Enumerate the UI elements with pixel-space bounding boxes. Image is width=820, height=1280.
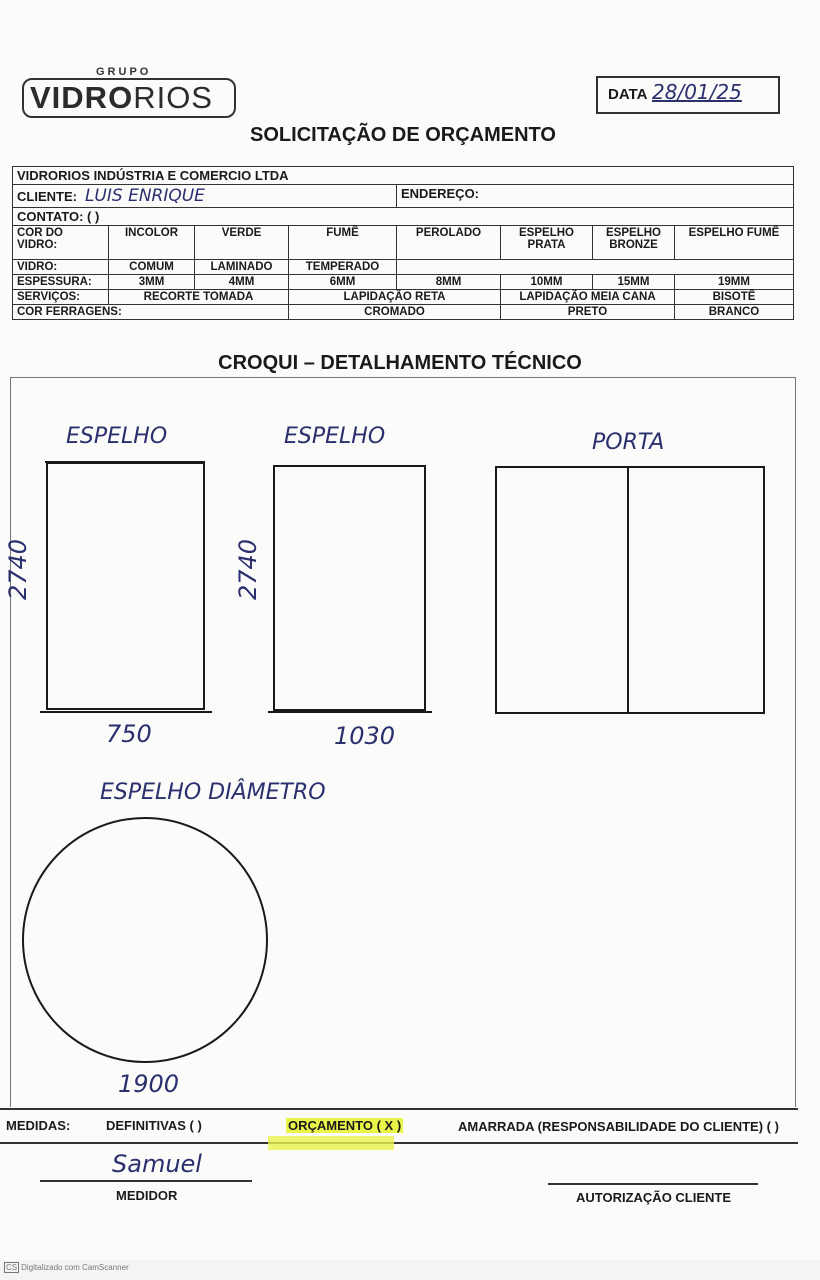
color-option: PEROLADO xyxy=(397,226,501,260)
logo-vidro: VIDRO xyxy=(30,80,134,115)
service-option: RECORTE TOMADA xyxy=(109,290,289,305)
camscanner-icon: CS xyxy=(6,1263,18,1272)
measures-label: MEDIDAS: xyxy=(6,1118,71,1133)
glass-type: COMUM xyxy=(109,260,195,275)
door-outline xyxy=(496,467,764,713)
glass-type: TEMPERADO xyxy=(289,260,397,275)
thickness-option: 15MM xyxy=(593,275,675,290)
mirror-1-width: 750 xyxy=(106,720,152,748)
service-option: LAPIDAÇÃO RETA xyxy=(289,290,501,305)
mirror-1-outline xyxy=(47,463,204,709)
scanner-text: Digitalizado com CamScanner xyxy=(21,1263,129,1272)
highlight-marker xyxy=(268,1136,394,1150)
thickness-option: 8MM xyxy=(397,275,501,290)
date-value: 28/01/25 xyxy=(652,80,742,104)
thickness-label: ESPESSURA: xyxy=(13,275,109,290)
signature-line-client xyxy=(548,1183,758,1185)
service-option: LAPIDAÇÃO MEIA CANA xyxy=(501,290,675,305)
color-option: ESPELHO PRATA xyxy=(501,226,593,260)
glass-label: VIDRO: xyxy=(13,260,109,275)
option-definitivas: DEFINITIVAS ( ) xyxy=(106,1118,202,1133)
client-authorization-label: AUTORIZAÇÃO CLIENTE xyxy=(576,1190,732,1205)
client-value: LUIS ENRIQUE xyxy=(84,186,205,206)
scanner-watermark xyxy=(4,1262,129,1273)
company-name: VIDRORIOS INDÚSTRIA E COMERCIO LTDA xyxy=(13,167,794,185)
hardware-option: BRANCO xyxy=(675,305,794,320)
color-label: COR DO VIDRO: xyxy=(13,226,109,260)
hardware-option: CROMADO xyxy=(289,305,501,320)
thickness-option: 4MM xyxy=(195,275,289,290)
logo-rios: RIOS xyxy=(133,80,213,115)
service-option: BISOTÊ xyxy=(675,290,794,305)
color-option: INCOLOR xyxy=(109,226,195,260)
date-label: DATA xyxy=(608,86,648,103)
color-option: VERDE xyxy=(195,226,289,260)
round-mirror-diameter: 1900 xyxy=(118,1070,180,1098)
contact-label: CONTATO: ( ) xyxy=(13,208,794,226)
hardware-label: COR FERRAGENS: xyxy=(13,305,289,320)
round-mirror-label: ESPELHO DIÂMETRO xyxy=(100,780,326,805)
door-label: PORTA xyxy=(592,430,665,455)
glass-type: LAMINADO xyxy=(195,260,289,275)
services-label: SERVIÇOS: xyxy=(13,290,109,305)
page-title: SOLICITAÇÃO DE ORÇAMENTO xyxy=(250,124,556,146)
medidor-signature: Samuel xyxy=(112,1150,202,1178)
mirror-1-label: ESPELHO xyxy=(66,424,168,449)
hardware-option: PRETO xyxy=(501,305,675,320)
mirror-2-label: ESPELHO xyxy=(284,424,386,449)
color-option: ESPELHO FUMÊ xyxy=(675,226,794,260)
thickness-option: 10MM xyxy=(501,275,593,290)
color-option: ESPELHO BRONZE xyxy=(593,226,675,260)
mirror-2-width: 1030 xyxy=(334,722,396,750)
option-orcamento: ORÇAMENTO ( X ) xyxy=(288,1118,402,1133)
mirror-1-height: 2740 xyxy=(4,538,32,600)
mirror-2-height: 2740 xyxy=(234,538,262,600)
option-amarrada: AMARRADA (RESPONSABILIDADE DO CLIENTE) ( ) xyxy=(458,1119,779,1134)
thickness-option: 6MM xyxy=(289,275,397,290)
round-mirror-outline xyxy=(23,818,267,1062)
color-option: FUMÊ xyxy=(289,226,397,260)
signature-line-medidor xyxy=(40,1180,252,1182)
thickness-option: 19MM xyxy=(675,275,794,290)
address-label: ENDEREÇO: xyxy=(397,185,794,208)
logo-grupo-text: GRUPO xyxy=(92,66,155,78)
mirror-2-outline xyxy=(274,466,425,710)
medidor-label: MEDIDOR xyxy=(116,1188,178,1203)
client-label: CLIENTE: xyxy=(17,189,77,204)
croqui-title: CROQUI – DETALHAMENTO TÉCNICO xyxy=(218,352,582,374)
thickness-option: 3MM xyxy=(109,275,195,290)
